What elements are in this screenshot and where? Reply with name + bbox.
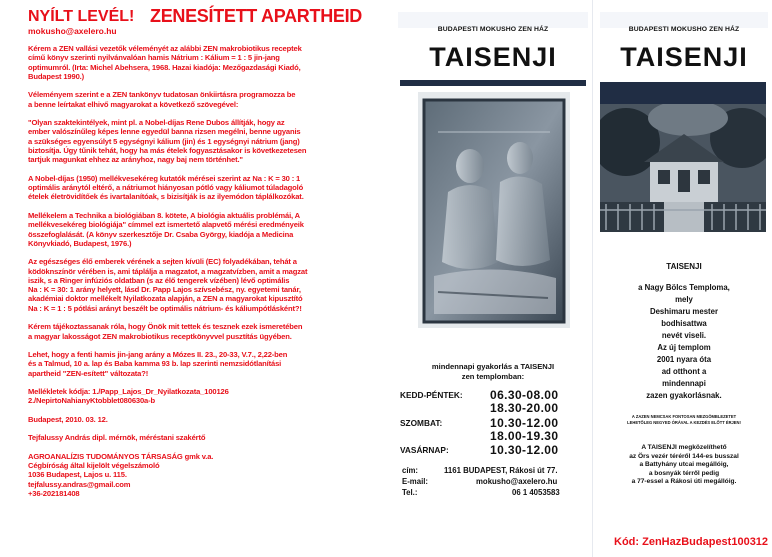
letter-date: Budapest, 2010. 03. 12. [28,414,108,424]
org-name: AGROANALÍZIS TUDOMÁNYOS TÁRSASÁG gmk v.a. [28,451,214,461]
brand-title: TAISENJI [620,42,748,72]
letter-paragraph: "Olyan szaktekintélyek, mint pl. a Nobel-díjas Rene Dubos állítják, hogy az ember valószínűleg képes lenne egyedül banna rizsen megélni, benne ugyanis a szükséges egyensúlyt 5 egységnyi kálium (jin) és 1 egységnyi nátrium (jang) biztosítja. Úgy tűnik tehát, hogy ha más ételek fogyasztásakor is következetesen tartjuk magunkat ehhez az arányhoz, nagy baj nem történhet." [28,118,307,165]
org-address: 1036 Budapest, Lajos u. 115. [28,470,127,480]
buddha-relief-photo [418,92,570,328]
letter-header: NYÍLT LEVÉL! [28,8,135,25]
letter-attachments: Mellékletek kódja: 1./Papp_Lajos_Dr_Nyilatkozata_100126 2./NepirtoNahianyKtobblet080630a-b [28,387,229,406]
schedule-time: 06.30-08.00 [490,388,559,402]
temple-title: TAISENJI [666,262,702,271]
schedule-time: 18.00-19.30 [490,429,559,443]
letter-paragraph: Lehet, hogy a fenti hamis jin-jang arány a Mózes II. 23., 20-33, V.7., 2,22-ben és a Talmud, 10 a. lap és Baba kamma 93 b. lap szerinti nemzsidótlanítási apartheid "ZEN-esített" változata?! [28,350,288,378]
contact-block [402,466,592,502]
schedule-time: 10.30-12.00 [490,443,559,457]
panel-divider [592,0,593,557]
temple-image [600,104,766,232]
letter-title: ZENESÍTETT APARTHEID [150,6,363,26]
temple-description: a Nagy Bölcs Temploma, mely Deshimaru mester bodhisattwa nevét viseli. Az új templom 2001 nyara óta ad otthont a mindennapi zazen gyakorlásnak. [638,283,730,400]
document-code: Kód: ZenHazBudapest100312 [614,536,769,548]
contact-email[interactable]: mokusho@axelero.hu [476,477,558,486]
contact-phone: 06 1 4053583 [512,488,560,497]
schedule-day: SZOMBAT: [400,418,443,428]
letter-signature: Tejfalussy András dipl. mérnök, méréstani szakértő [28,433,206,443]
org-block [28,452,388,498]
dark-band [400,80,586,86]
brand-title: TAISENJI [429,42,557,72]
center-name: BUDAPESTI MOKUSHO ZEN HÁZ [437,26,549,33]
contact-label: cím: [402,466,419,475]
letter-body [28,44,388,498]
temple-house-photo [600,104,766,232]
schedule-day: KEDD-PÉNTEK: [400,390,463,400]
contact-address: 1161 BUDAPEST, Rákosi út 77. [444,466,558,475]
taisenji-leaflet [392,0,772,557]
center-name: BUDAPESTI MOKUSHO ZEN HÁZ [628,26,740,33]
schedule-intro-text: mindennapi gyakorlás a TAISENJI zen templomban: [431,362,555,381]
schedule-intro [398,362,588,382]
schedule-table [398,388,593,458]
letter-paragraph: Véleményem szerint e a ZEN tankönyv tudatosan önkiirtásra programozza be a benne leírtakat elhivő magyarokat a következő szövegével: [28,90,296,109]
schedule-time: 18.30-20.00 [490,401,559,415]
relief-image [418,92,570,328]
letter-paragraph: A Nobel-díjas (1950) mellékvesekéreg kutatók mérései szerint az Na : K = 30 : 1 optimális aránytól eltérő, a nátriumot hiányosan pótló vagy káliumot túladagoló ételek életrövidítőek és ivartalanítóak, s bizisítják is az ilyemódon táplálkozókat. [28,173,304,202]
contact-label: E-mail: [402,477,428,486]
schedule-day: VASÁRNAP: [400,445,449,455]
letter-paragraph: Kérem a ZEN vallási vezetők véleményét az alábbi ZEN makrobiotikus receptek című könyv szerinti nyilvánvalóan hamis Nátrium : Kálium = 1 : 5 jin-jang optimumról. (Irta: Michel Abehsera, 1968. Hazai kiadója: Mezőgazdasági Kiadó, Budapest 1990.) [28,44,302,81]
fine-print: A ZAZEN NEMCSAK FONTOSAN MEZGÖMBLEZETET LEHETŐLEG NEGYED ÓRÁVAL A KEZDÉS ELŐTT ÉRJEN! [627,414,741,425]
contact-label: Tel.: [402,488,418,497]
org-email[interactable]: tejfalussy.andras@gmail.com [28,479,131,489]
dark-band [600,82,766,104]
letter-email[interactable]: mokusho@axelero.hu [28,26,117,36]
org-role: Cégbíróság által kijelölt végelszámoló [28,461,160,471]
schedule-time: 10.30-12.00 [490,416,559,430]
directions: A TAISENJI megközelíthető az Örs vezér téréről 144-es busszal a Battyhány utcai megállóig, a bosnyák térről pedig a 77-essel a Rákosi úti megállóig. [629,444,739,485]
org-phone: +36-202181408 [28,489,80,499]
letter-paragraph: Kérem tájékoztassanak róla, hogy Önök mit tettek és tesznek ezek ismeretében a magyar lakosságot ZEN makrobiotikus receptkönyvvel pusztítás ügyében. [28,322,303,341]
letter-paragraph: Mellékelem a Technika a biológiában 8. kötete, A biológia aktuális problémái, A mellékvesekéreg biológiája" címmel ezt ismertető alapvető mérési eredményeik összefoglalását. (A könyv szerkesztője Dr. Csaba György, kiadója a Medicina Könyvkiadó, Budapest, 1976.) [28,210,304,248]
letter-paragraph: Az egészséges élő emberek vérének a sejten kívüli (EC) folyadékában, tehát a ködöknszínör vérében is, ami táplálja a magzatot, a magzatvízben, amit a magzat iszik, s a Ringer infúziós oldatban (s az élő tengerek vízében) lévő optimális Na : K = 30: 1 arány helyett, lásd Dr. Papp Lajos szívsebész, ny. egyetemi tanár, akadémiai doktor mellékelt Nyilatkozata alapján, a ZEN a magyarokat kipusztító Na : K = 1 : 5 pótlási arányt beszélt be optimális nátrium- és káliumpótlásként?! [28,257,308,313]
